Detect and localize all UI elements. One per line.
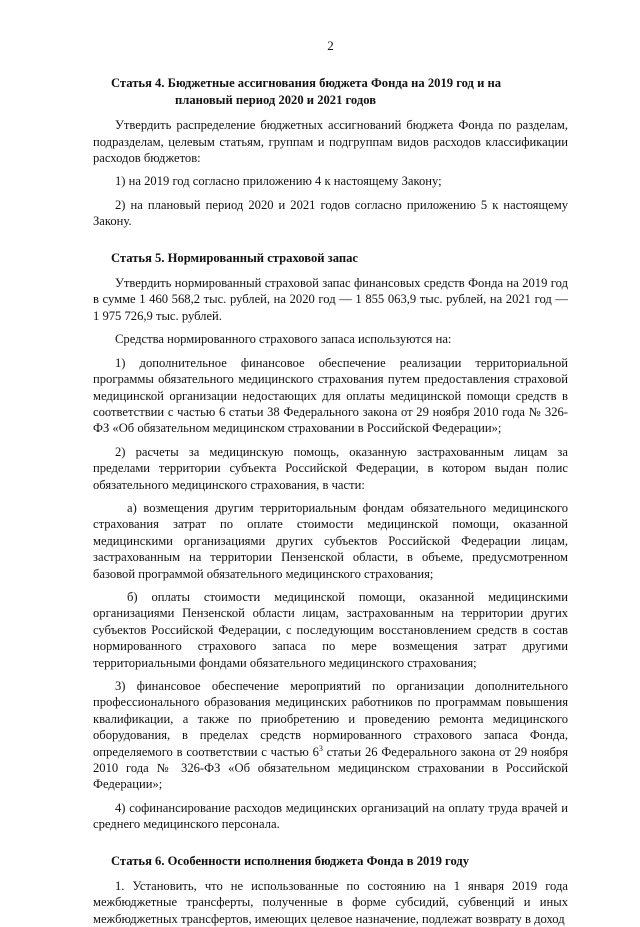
article5-item3-text: 3) финансовое обеспечение мероприятий по организации дополнительного профессионального образования медицинских работников по программам повышения квалификации, а также по приобретению и проведению ремонта медицинского оборудования, в пределах средств нормированного страхового запаса Фонда, определяемого в соответствии с частью 6 [93, 679, 568, 759]
article5-paragraph2: Средства нормированного страхового запаса используются на: [115, 332, 452, 347]
article5-heading: Статья 5. Нормированный страховой запас [111, 250, 358, 265]
article5-item1: 1) дополнительное финансовое обеспечение реализации территориальной программы обязательного медицинского страхования путем предоставления страховой медицинской организации недостающих для оплаты медицинской помощи средств в соответствии с частью 6 статьи 38 Федерального закона от 29 ноября 2010 года № 326-ФЗ «Об обязательном медицинском страховании в Российской Федерации»; [93, 355, 568, 436]
article4-title-line1: Статья 4. Бюджетные ассигнования бюджета Фонда на 2019 год и на [111, 76, 502, 91]
article4-heading [93, 75, 568, 108]
article5-item2b: б) оплаты стоимости медицинской помощи, оказанной медицинскими организациями Пензенской области лицам, застрахованным на территории других субъектов Российской Федерации, с последующим восстановлением средств в состав нормированного страхового запаса по мере возмещения затрат другими территориальными фондами обязательного медицинского страхования; [93, 589, 568, 670]
article6-paragraph1: 1. Установить, что не использованные по состоянию на 1 января 2019 года межбюджетные трансферты, полученные в форме субсидий, субвенций и иных межбюджетных трансфертов, имеющих целевое назначение, подлежат возврату в доход [93, 879, 568, 926]
article5-paragraph1: Утвердить нормированный страховой запас финансовых средств Фонда на 2019 год в сумме 1 460 568,2 тыс. рублей, на 2020 год — 1 855 063,9 тыс. рублей, на 2021 год — 1 975 726,9 тыс. рублей. [93, 276, 568, 323]
article5-item3-text-end: статьи 26 Федерального закона от 29 ноября 2010 года № 326-ФЗ «Об обязательном медицинском страховании в Российской Федерации»; [93, 744, 568, 792]
article4-intro: Утвердить распределение бюджетных ассигнований бюджета Фонда по разделам, подразделам, целевым статьям, группам и подгруппам видов расходов классификации расходов бюджетов: [93, 118, 568, 166]
article4-item2: 2) на плановый период 2020 и 2021 годов согласно приложению 5 к настоящему Закону. [93, 197, 568, 229]
page-number: 2 [327, 38, 334, 53]
article5-item4: 4) софинансирование расходов медицинских организаций на оплату труда врачей и среднего медицинского персонала. [93, 800, 568, 832]
article5-item3 [93, 678, 568, 793]
article5-item2a: а) возмещения другим территориальным фондам обязательного медицинского страхования затрат по оплате стоимости медицинской помощи, оказанной медицинскими организациями других субъектов Российской Федерации лицам, застрахованным на территории Пензенской области, в объеме, предусмотренном базовой программой обязательного медицинского страхования; [93, 500, 568, 581]
article5-item2: 2) расчеты за медицинскую помощь, оказанную застрахованным лицам за пределами территории субъекта Российской Федерации, в котором выдан полис обязательного медицинского страхования, в части: [93, 444, 568, 492]
article6-heading: Статья 6. Особенности исполнения бюджета Фонда в 2019 году [111, 853, 470, 868]
article5-item3-superscript: 3 [318, 743, 323, 753]
article4-title-line2: плановый период 2020 и 2021 годов [175, 92, 377, 107]
article4-item1: 1) на 2019 год согласно приложению 4 к настоящему Закону; [115, 174, 442, 189]
